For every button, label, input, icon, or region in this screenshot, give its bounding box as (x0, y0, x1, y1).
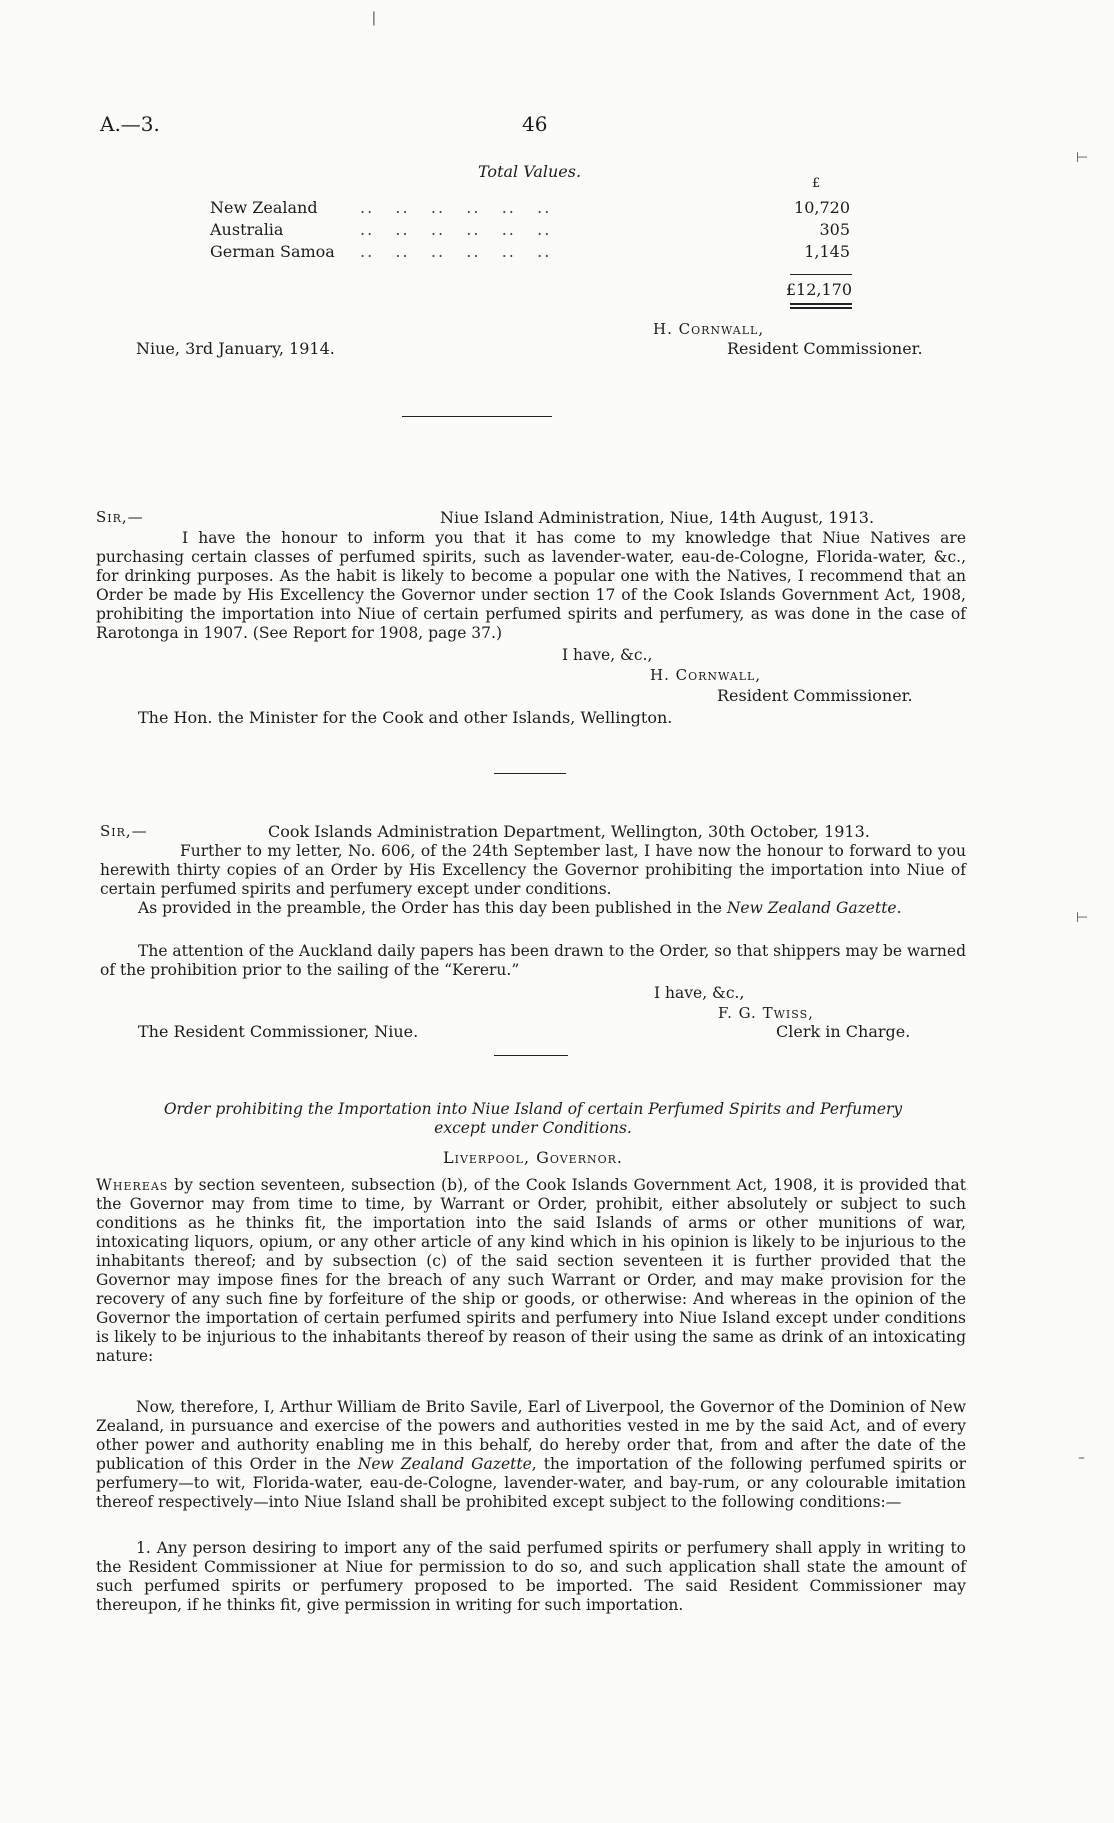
letter2-addressee: The Hon. the Minister for the Cook and other Islands, Wellington. (138, 708, 673, 727)
letter2-salutation: Sir,— (96, 508, 144, 526)
now-text: Now, therefore, I, Arthur William de Brito Savile, Earl of Liverpool, the Governor of the Dominion of New Zealand, in pursuance and exercise of the powers and authorities vested in me by the said Act, and of every other power and authority enabling me in this behalf, do hereby order that, from and after the date of the publication of this Order in the (96, 1398, 966, 1473)
order-title (100, 1100, 966, 1138)
letter3-closing: I have, &c., (654, 984, 745, 1002)
order-authority: Liverpool, Governor. (442, 1148, 623, 1167)
table-row (210, 196, 850, 218)
place-cell: New Zealand (210, 197, 318, 217)
order-condition-1: 1. Any person desiring to import any of the said perfumed spirits or perfumery shall apply in writing to the Resident Commissioner at Niue for permission to do so, and such application shall state the amount of such perfumed spirits or perfumery proposed to be imported. The said Resident Commissioner may thereupon, if he thinks fit, give permission in writing for such importation. (96, 1539, 966, 1614)
total-values-title: Total Values. (478, 162, 582, 181)
total-double-rule-bottom (790, 307, 852, 309)
order-now-paragraph (96, 1398, 966, 1512)
section-divider (494, 773, 566, 774)
letter1-place-date: Niue, 3rd January, 1914. (136, 339, 335, 358)
gazette-title: New Zealand Gazette (726, 899, 897, 917)
letter2-title: Resident Commissioner. (717, 686, 913, 705)
letter3-para1: Further to my letter, No. 606, of the 24th September last, I have now the honour to forward to you herewith thirty copies of an Order by His Excellency the Governor prohibiting the importation into Niue of certain perfumed spirits and perfumery except under conditions. (100, 842, 966, 898)
currency-symbol: £ (812, 176, 821, 191)
letter2-body: I have the honour to inform you that it has come to my knowledge that Niue Natives are purchasing certain classes of perfumed spirits, such as lavender-water, eau-de-Cologne, Florida-water, &c., for drinking purposes. As the habit is likely to become a popular one with the Natives, I recommend that an Order be made by His Excellency the Governor under section 17 of the Cook Islands Government Act, 1908, prohibiting the importation into Niue of certain perfumed spirits and perfumery, as was done in the case of Rarotonga in 1907. (See Report for 1908, page 37.) (96, 529, 966, 642)
para2-end: . (896, 899, 902, 917)
total-double-rule-top (790, 303, 852, 305)
para2-text: As provided in the preamble, the Order has this day been published in the (138, 899, 722, 917)
leader-dots: .. .. .. .. .. .. (360, 241, 552, 261)
section-divider (494, 1055, 568, 1056)
scan-mark: – (1078, 1450, 1085, 1466)
letter1-title: Resident Commissioner. (727, 339, 923, 358)
document-reference: A.—3. (100, 112, 160, 136)
letter3-para3: The attention of the Auckland daily papers has been drawn to the Order, so that shippers may be warned of the prohibition prior to the sailing of the “Kereru.” (100, 942, 966, 979)
order-title-line2: except under Conditions. (434, 1119, 632, 1137)
total-values-table (210, 196, 850, 262)
whereas-word: Whereas (96, 1176, 169, 1194)
letter2-place-date: Niue Island Administration, Niue, 14th August, 1913. (440, 508, 875, 527)
letter3-salutation: Sir,— (100, 822, 148, 840)
value-cell: 1,145 (804, 241, 850, 261)
now-text-end: , the importation of the following perfumed spirits or perfumery—to wit, Florida-water, eau-de-Cologne, lavender-water, and bay-rum, or any colourable imitation thereof respectively—into Niue Island shall be prohibited except subject to the following conditions:— (96, 1455, 966, 1511)
value-cell: 305 (819, 219, 850, 239)
section-divider (402, 416, 552, 417)
place-cell: Australia (210, 219, 284, 239)
scan-mark: ⊢ (1076, 150, 1089, 166)
sum-rule (790, 274, 852, 275)
order-whereas-paragraph (96, 1176, 966, 1366)
letter3-place-date: Cook Islands Administration Department, Wellington, 30th October, 1913. (268, 822, 870, 841)
page-number: 46 (522, 112, 548, 136)
whereas-text: by section seventeen, subsection (b), of the Cook Islands Government Act, 1908, it is provided that the Governor may from time to time, by Warrant or Order, prohibit, either absolutely or subject to such conditions as he thinks fit, the importation into the said Islands of arms or other munitions of war, intoxicating liquors, opium, or any other article of any kind which in his opinion is likely to be injurious to the inhabitants thereof; and by subsection (c) of the said section seventeen it is further provided that the Governor may impose fines for the breach of any such Warrant or Order, and may make provision for the recovery of any such fine by forfeiture of the ship or goods, or otherwise: And whereas in the opinion of the Governor the importation of certain perfumed spirits and perfumery into Niue Island except under conditions is likely to be injurious to the inhabitants thereof by reason of their using the same as drink of an intoxicating nature: (96, 1176, 966, 1365)
gazette-title: New Zealand Gazette (357, 1455, 532, 1473)
leader-dots: .. .. .. .. .. .. (360, 197, 552, 217)
total-value: £12,170 (785, 280, 852, 299)
scan-mark: ❘ (368, 10, 380, 26)
value-cell: 10,720 (794, 197, 850, 217)
letter1-signatory: H. Cornwall, (653, 320, 765, 338)
letter3-addressee: The Resident Commissioner, Niue. (138, 1022, 419, 1041)
scan-mark: ⊢ (1076, 910, 1089, 926)
leader-dots: .. .. .. .. .. .. (360, 219, 552, 239)
order-title-line1: Order prohibiting the Importation into Niue Island of certain Perfumed Spirits and Perfumery (163, 1100, 903, 1118)
letter2-closing: I have, &c., (562, 646, 653, 664)
table-row (210, 240, 850, 262)
letter3-signatory: F. G. Twiss, (718, 1004, 814, 1022)
table-row (210, 218, 850, 240)
letter3-para2 (100, 899, 966, 918)
place-cell: German Samoa (210, 241, 335, 261)
letter3-title: Clerk in Charge. (776, 1022, 911, 1041)
letter2-signatory: H. Cornwall, (650, 666, 762, 684)
